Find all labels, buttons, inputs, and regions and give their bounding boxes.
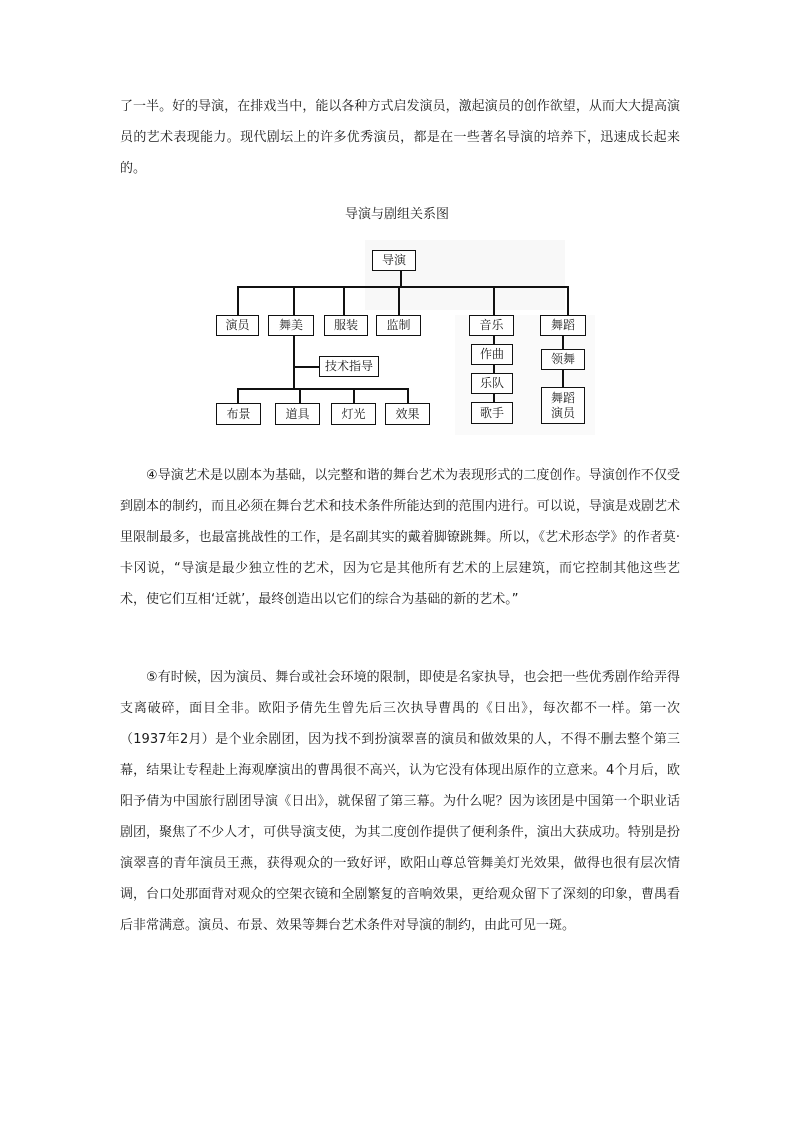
node-stage-art: 舞美 — [268, 315, 314, 336]
paragraph-5: ⑤有时候，因为演员、舞台或社会环境的限制，即使是名家执导，也会把一些优秀剧作给弄得支离破碎，面目全非。欧阳予倩先生曾先后三次执导曹禺的《日出》，每次都不一样。第一次（1937年2月）是个业余剧团，因为找不到扮演翠喜的演员和做效果的人，不得不删去整个第三幕，结果让专程赴上海观摩演出的曹禺很不高兴，认为它没有体现出原作的立意来。4个月后，欧阳予倩为中国旅行剧团导演《日出》，就保留了第三幕。为什么呢？因为该团是中国第一个职业话剧团，聚焦了不少人才，可供导演支使，为其二度创作提供了便利条件，演出大获成功。特别是扮演翠喜的青年演员王燕，获得观众的一致好评，欧阳山尊总管舞美灯光效果，做得也很有层次情调，台口处那面背对观众的空架衣镜和全剧繁复的音响效果，更给观众留下了深刻的印象，曹禺看后非常满意。演员、布景、效果等舞台艺术条件对导演的制约，由此可见一斑。 — [120, 670, 680, 933]
node-singer: 歌手 — [471, 402, 513, 424]
node-actors: 演员 — [216, 315, 259, 336]
paragraph-continuation: 了一半。好的导演，在排戏当中，能以各种方式启发演员，激起演员的创作欲望，从而大大提高演员的艺术表现能力。现代剧坛上的许多优秀演员，都是在一些著名导演的培养下，迅速成长起来的。 — [120, 99, 680, 176]
node-composer: 作曲 — [471, 344, 513, 365]
org-chart — [205, 240, 605, 440]
node-director: 导演 — [372, 250, 416, 271]
node-tech-guide: 技术指导 — [319, 356, 379, 377]
node-band: 乐队 — [471, 373, 513, 394]
node-effects: 效果 — [385, 403, 430, 425]
node-dance: 舞蹈 — [540, 315, 586, 336]
node-producer: 监制 — [376, 315, 421, 336]
node-props: 道具 — [275, 403, 320, 425]
node-lead-dancer: 领舞 — [541, 349, 585, 370]
node-music: 音乐 — [469, 315, 514, 336]
node-dancers: 舞蹈 演员 — [541, 387, 585, 424]
node-costume: 服装 — [324, 315, 368, 336]
node-scenery: 布景 — [216, 403, 261, 425]
diagram-title: 导演与剧组关系图 — [344, 207, 449, 222]
paragraph-4: ④导演艺术是以剧本为基础，以完整和谐的舞台艺术为表现形式的二度创作。导演创作不仅受到剧本的制约，而且必须在舞台艺术和技术条件所能达到的范围内进行。可以说，导演是戏剧艺术里限制最多，也最富挑战性的工作，是名副其实的戴着脚镣跳舞。所以，《艺术形态学》的作者莫·卡冈说，“导演是最少独立性的艺术，因为它是其他所有艺术的上层建筑，而它控制其他这些艺术，使它们互相‘迁就’，最终创造出以它们的综合为基础的新的艺术。” — [120, 468, 680, 607]
node-lighting: 灯光 — [331, 403, 376, 425]
